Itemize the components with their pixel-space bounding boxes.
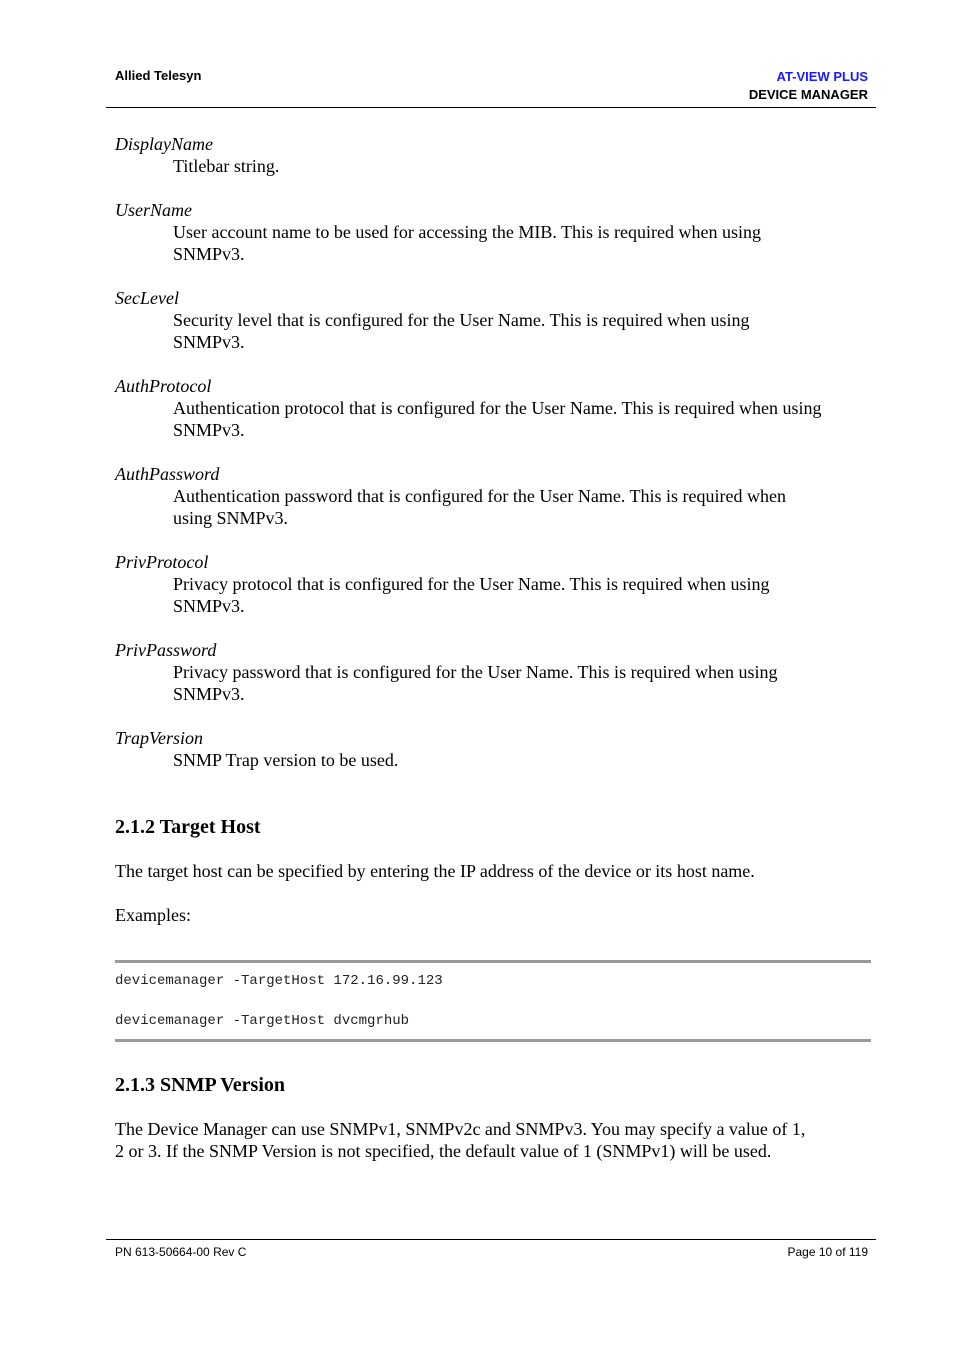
header-company: Allied Telesyn: [115, 68, 202, 83]
para-snmp-version: The Device Manager can use SNMPv1, SNMPv2c and SNMPv3. You may specify a value of 1, 2 or 3. If the SNMP Version is not specified, the default value of 1 (SNMPv1) will be used.: [115, 1119, 806, 1161]
desc-privpassword: Privacy password that is configured for the User Name. This is required when using SNMPv3.: [173, 662, 778, 704]
term-authprotocol: AuthProtocol: [115, 376, 212, 396]
footer-divider: [106, 1239, 876, 1240]
header-subtitle: DEVICE MANAGER: [748, 87, 868, 102]
code-line: devicemanager -TargetHost dvcmgrhub: [115, 1013, 410, 1029]
term-displayname: DisplayName: [115, 134, 213, 154]
term-privprotocol: PrivProtocol: [115, 552, 209, 572]
desc-authpassword: Authentication password that is configured for the User Name. This is required when using SNMPv3.: [173, 486, 787, 528]
desc-seclevel: Security level that is configured for the User Name. This is required when using SNMPv3.: [173, 310, 750, 352]
desc-displayname: Titlebar string.: [173, 156, 280, 176]
header-divider: [106, 107, 876, 108]
header-product: AT-VIEW PLUS: [776, 69, 868, 84]
para-target-host: The target host can be specified by entering the IP address of the device or its host name.: [115, 861, 755, 881]
heading-snmp-version: 2.1.3 SNMP Version: [115, 1074, 286, 1096]
code-block: [115, 960, 871, 1042]
desc-username: User account name to be used for accessing the MIB. This is required when using SNMPv3.: [173, 222, 762, 264]
heading-target-host: 2.1.2 Target Host: [115, 816, 261, 838]
code-line: devicemanager -TargetHost 172.16.99.123: [115, 973, 443, 989]
page-content: [115, 133, 871, 1162]
term-authpassword: AuthPassword: [115, 464, 220, 484]
term-username: UserName: [115, 200, 192, 220]
header-title-block: [749, 68, 868, 104]
footer-part-number: PN 613-50664-00 Rev C: [115, 1245, 247, 1259]
term-seclevel: SecLevel: [115, 288, 179, 308]
footer-page-number: Page 10 of 119: [787, 1245, 868, 1259]
examples-label: Examples:: [115, 905, 191, 925]
term-trapversion: TrapVersion: [115, 728, 204, 748]
desc-trapversion: SNMP Trap version to be used.: [173, 750, 399, 770]
term-privpassword: PrivPassword: [115, 640, 217, 660]
desc-privprotocol: Privacy protocol that is configured for the User Name. This is required when using SNMPv3.: [173, 574, 770, 616]
desc-authprotocol: Authentication protocol that is configured for the User Name. This is required when using SNMPv3.: [173, 398, 822, 440]
